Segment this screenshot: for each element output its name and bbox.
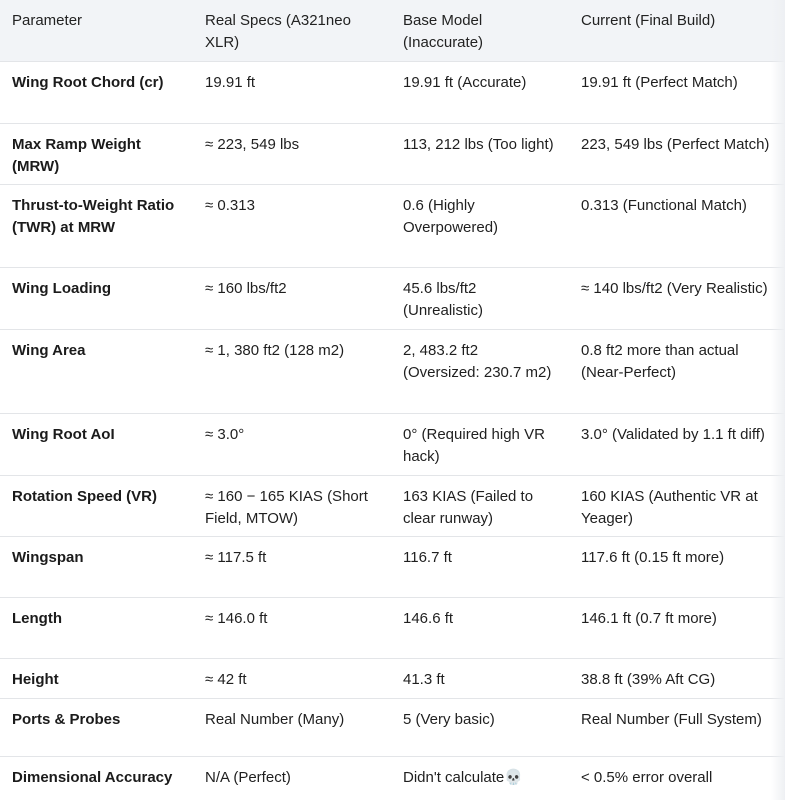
cell-param: Wingspan [12,549,84,566]
header-base-model: Base Model (Inaccurate) [391,0,569,62]
header-parameter: Parameter [0,0,193,62]
cell-param: Wing Root Chord (cr) [12,74,164,91]
cell-base: 113, 212 lbs (Too light) [403,136,554,153]
table-body [0,62,785,811]
cell-current: 3.0° (Validated by 1.1 ft diff) [581,426,765,443]
cell-current: 117.6 ft (0.15 ft more) [581,549,725,566]
cell-real: ≈ 146.0 ft [205,610,268,627]
cell-current: 38.8 ft (39% Aft CG) [581,671,716,688]
table-row [0,476,785,537]
cell-base: 41.3 ft [403,671,445,688]
cell-base: 19.91 ft (Accurate) [403,74,527,91]
table-row [0,414,785,476]
cell-current: 0.8 ft2 more than actual (Near-Perfect) [581,342,739,381]
cell-param: Rotation Speed (VR) [12,488,157,505]
cell-base: 0.6 (Highly Overpowered) [403,197,499,236]
cell-current: < 0.5% error overall [581,769,713,786]
cell-current: 19.91 ft (Perfect Match) [581,74,738,91]
cell-param: Dimensional Accuracy [12,769,173,786]
cell-param: Height [12,671,59,688]
cell-current: ≈ 140 lbs/ft2 (Very Realistic) [581,280,768,297]
cell-real: ≈ 160 − 165 KIAS (Short Field, MTOW) [205,488,368,527]
header-current: Current (Final Build) [569,0,785,62]
table-row [0,659,785,699]
table-row [0,185,785,268]
cell-real: ≈ 117.5 ft [205,549,267,566]
cell-param: Wing Root AoI [12,426,115,443]
cell-base: 163 KIAS (Failed to clear runway) [403,488,534,527]
cell-base: Didn't calculate💀 [403,769,523,786]
cell-real: N/A (Perfect) [205,769,291,786]
table-row [0,268,785,330]
cell-current: 0.313 (Functional Match) [581,197,747,214]
table-row [0,757,785,811]
cell-real: ≈ 0.313 [205,197,255,214]
cell-current: 146.1 ft (0.7 ft more) [581,610,717,627]
cell-real: ≈ 160 lbs/ft2 [205,280,287,297]
cell-real: ≈ 223, 549 lbs [205,136,300,153]
cell-param: Length [12,610,62,627]
cell-current: Real Number (Full System) [581,711,762,728]
cell-base: 2, 483.2 ft2 (Oversized: 230.7 m2) [403,342,552,381]
table-row [0,124,785,185]
cell-param: Thrust-to-Weight Ratio (TWR) at MRW [12,197,175,236]
header-real-specs: Real Specs (A321neo XLR) [193,0,391,62]
table-row [0,699,785,757]
cell-base: 5 (Very basic) [403,711,495,728]
cell-real: 19.91 ft [205,74,256,91]
cell-param: Wing Loading [12,280,112,297]
cell-base: 0° (Required high VR hack) [403,426,545,465]
cell-real: ≈ 1, 380 ft2 (128 m2) [205,342,345,359]
table-row [0,62,785,124]
table-row [0,537,785,598]
cell-real: ≈ 42 ft [205,671,247,688]
cell-current: 223, 549 lbs (Perfect Match) [581,136,770,153]
cell-base: 116.7 ft [403,549,452,566]
cell-base: 146.6 ft [403,610,454,627]
header-row [0,0,785,62]
table-header [0,0,785,62]
cell-current: 160 KIAS (Authentic VR at Yeager) [581,488,758,527]
cell-param: Wing Area [12,342,86,359]
cell-real: ≈ 3.0° [205,426,245,443]
scroll-edge-shadow [771,0,785,800]
cell-base: 45.6 lbs/ft2 (Unrealistic) [403,280,484,319]
table-row [0,598,785,659]
table-row [0,330,785,414]
cell-param: Max Ramp Weight (MRW) [12,136,141,175]
cell-real: Real Number (Many) [205,711,345,728]
cell-param: Ports & Probes [12,711,121,728]
